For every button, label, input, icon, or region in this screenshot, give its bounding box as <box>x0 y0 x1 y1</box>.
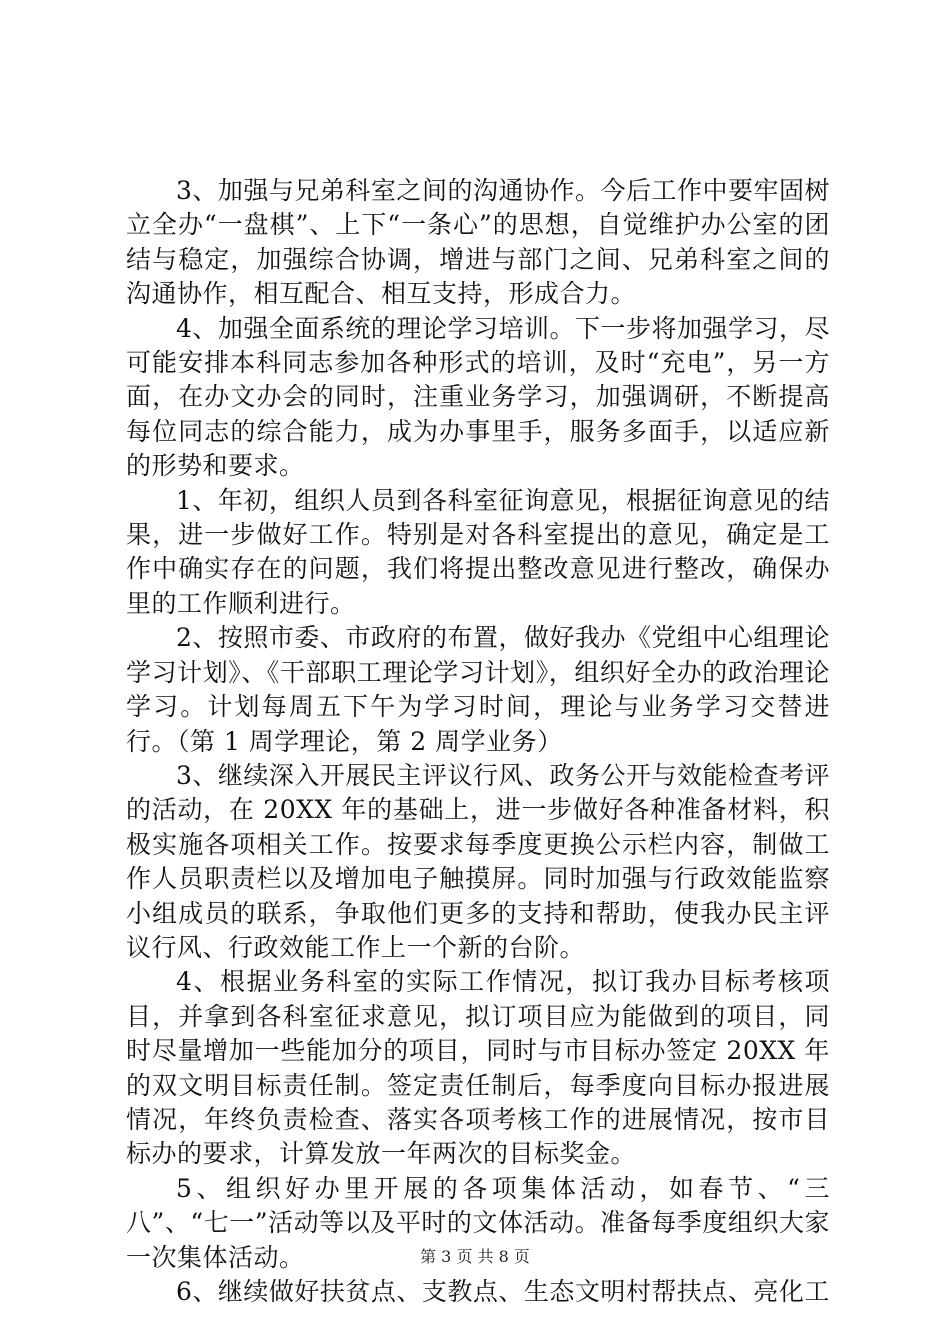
paragraph-4: 2、按照市委、市政府的布置，做好我办《党组中心组理论学习计划》、《干部职工理论学习计划》，组织好全办的政治理论学习。计划每周五下午为学习时间，理论与业务学习交替进行。（第 1 周学理论，第 2 周学业务） <box>126 623 830 756</box>
paragraph-3: 1、年初，组织人员到各科室征询意见，根据征询意见的结果，进一步做好工作。特别是对各科室提出的意见，确定是工作中确实存在的问题，我们将提出整改意见进行整改，确保办里的工作顺利进行。 <box>126 485 830 618</box>
paragraph-7: 5、组织好办里开展的各项集体活动，如春节、“三八”、“七一”活动等以及平时的文体活动。准备每季度组织大家一次集体活动。 <box>126 1173 830 1272</box>
paragraph-2: 4、加强全面系统的理论学习培训。下一步将加强学习，尽可能安排本科同志参加各种形式的培训，及时“充电”，另一方面，在办文办会的同时，注重业务学习，加强调研，不断提高每位同志的综合能力，成为办事里手，服务多面手，以适应新的形势和要求。 <box>126 313 830 481</box>
document-body <box>126 174 830 1309</box>
paragraph-6: 4、根据业务科室的实际工作情况，拟订我办目标考核项目，并拿到各科室征求意见，拟订项目应为能做到的项目，同时尽量增加一些能加分的项目，同时与市目标办签定 20XX 年的双文明目标责任制。签定责任制后，每季度向目标办报进展情况，年终负责检查、落实各项考核工作的进展情况，按市目标办的要求，计算发放一年两次的目标奖金。 <box>126 967 830 1169</box>
paragraph-8: 6、继续做好扶贫点、支教点、生态文明村帮扶点、亮化工 <box>176 1277 830 1306</box>
paragraph-1: 3、加强与兄弟科室之间的沟通协作。今后工作中要牢固树立全办“一盘棋”、上下“一条心”的思想，自觉维护办公室的团结与稳定，加强综合协调，增进与部门之间、兄弟科室之间的沟通协作，相互配合、相互支持，形成合力。 <box>126 176 830 309</box>
page-footer: 第 3 页 共 8 页 <box>420 1247 530 1266</box>
paragraph-5: 3、继续深入开展民主评议行风、政务公开与效能检查考评的活动，在 20XX 年的基础上，进一步做好各种准备材料，积极实施各项相关工作。按要求每季度更换公示栏内容，制做工作人员职责栏以及增加电子触摸屏。同时加强与行政效能监察小组成员的联系，争取他们更多的支持和帮助，使我办民主评议行风、行政效能工作上一个新的台阶。 <box>126 760 830 962</box>
